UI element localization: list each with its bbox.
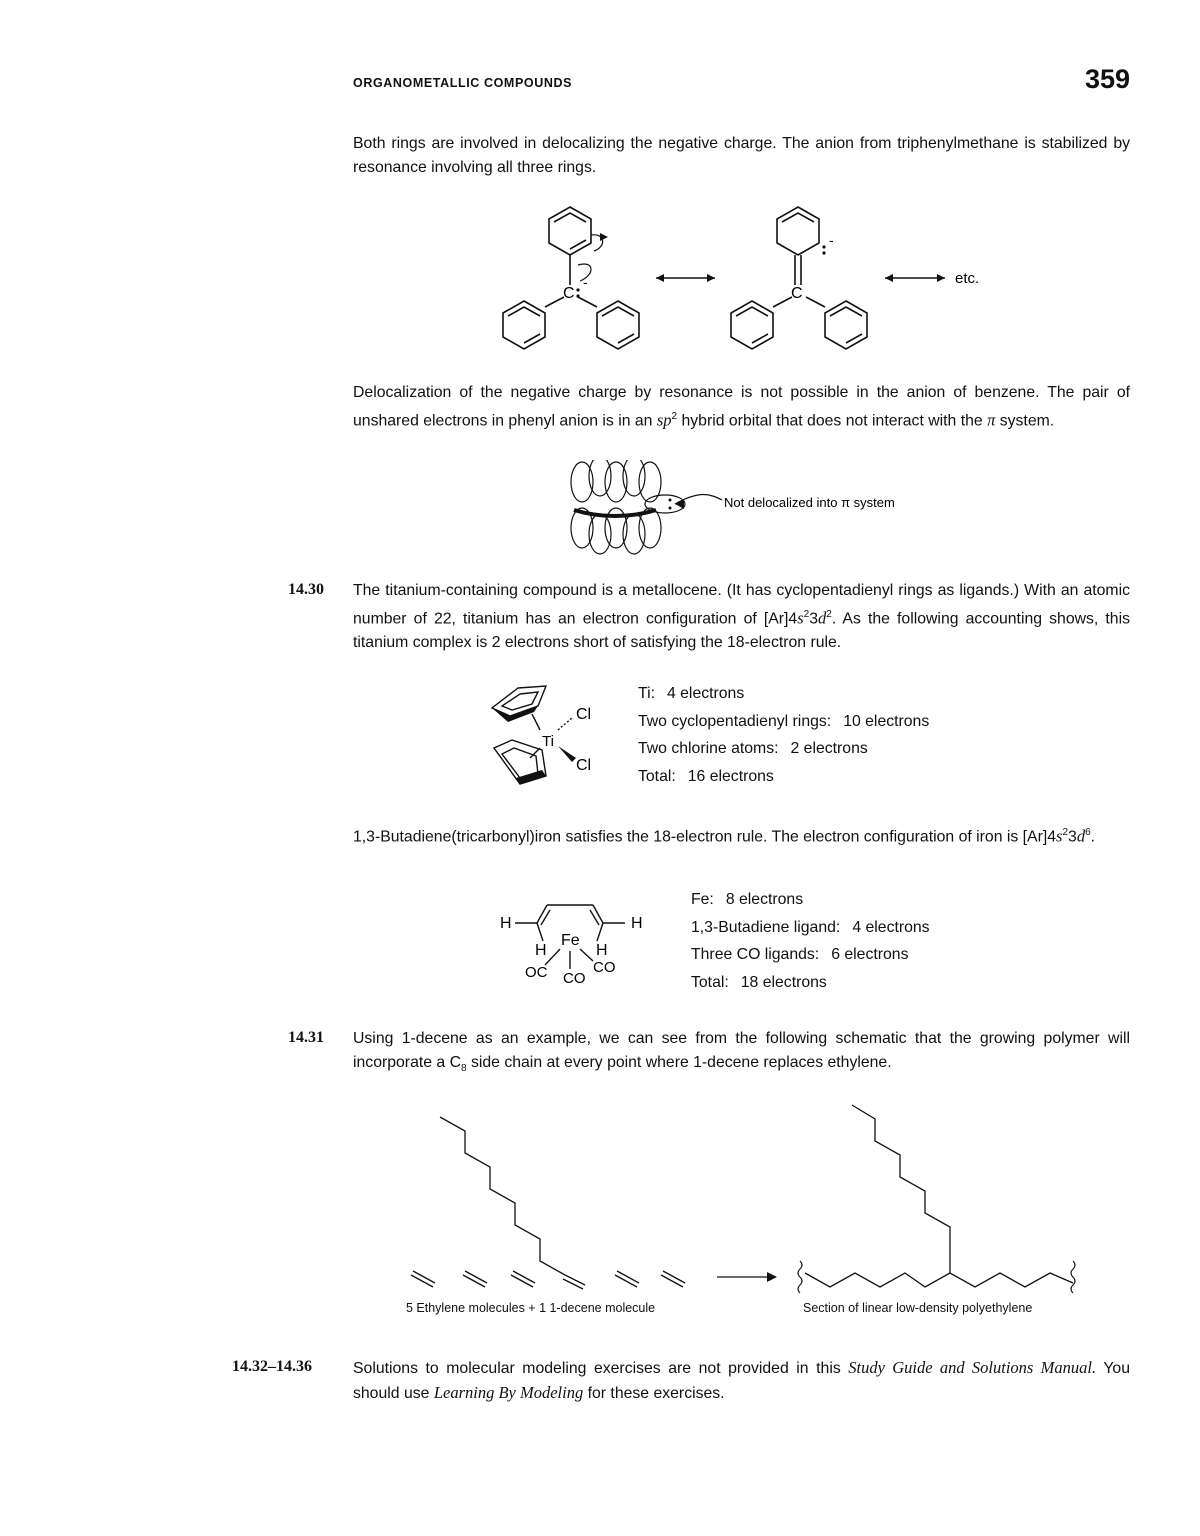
phenyl-anion-orbital-diagram bbox=[560, 460, 960, 555]
problem-number: 14.32–14.36 bbox=[232, 1358, 312, 1375]
carbonyl-ligand-label: CO bbox=[563, 970, 586, 987]
count-row: Two cyclopentadienyl rings: 10 electrons bbox=[638, 712, 930, 730]
hydrogen-atom-label: H bbox=[500, 915, 512, 932]
titanium-atom-label: Ti bbox=[542, 733, 554, 750]
chlorine-atom-label: Cl bbox=[576, 757, 592, 774]
problem-14-31-text: Using 1-decene as an example, we can see from the following schematic that the growing polymer will incorporate a $C_8$ side chain at every point where 1-decene replaces ethylene. bbox=[353, 1030, 1130, 1075]
sp2-lone-pair-dot bbox=[669, 499, 672, 502]
central-carbon-label: C bbox=[791, 285, 803, 302]
orbital-callout-label: Not delocalized into π system bbox=[724, 495, 895, 510]
central-carbanion-label: C bbox=[563, 285, 575, 302]
caption-reactants: 5 Ethylene molecules + 1 1-decene molecule bbox=[406, 1301, 656, 1315]
iron-electron-count bbox=[691, 886, 930, 996]
hydrogen-atom-label: H bbox=[596, 942, 608, 959]
count-row: Total: 16 electrons bbox=[638, 767, 774, 785]
problem-14-30-text: The titanium-containing compound is a metallocene. (It has cyclopentadienyl rings as ligands.) With an atomic number of 22, titanium has an electron configuration of $[Ar]4s^23d^2$. As the following accounting shows, this titanium complex is 2 electrons short of satisfying the 18-electron rule. bbox=[353, 582, 1130, 652]
resonance-etc-label: etc. bbox=[955, 270, 980, 287]
carbonyl-ligand-label: CO bbox=[593, 959, 616, 976]
sp2-lone-pair-dot bbox=[669, 507, 672, 510]
paragraph-anion-resonance: Both rings are involved in delocalizing the negative charge. The anion from triphenylmethane is stabilized by resonance involving all three rings. bbox=[353, 135, 1130, 176]
ring-negative-charge: - bbox=[829, 232, 834, 248]
caption-product: Section of linear low-density polyethylene bbox=[803, 1301, 1033, 1315]
triphenylmethyl-resonance-diagram bbox=[480, 195, 1040, 355]
chlorine-atom-label: Cl bbox=[576, 706, 592, 723]
count-row: Ti: 4 electrons bbox=[638, 685, 745, 702]
butadiene-tricarbonyl-iron-structure bbox=[495, 895, 665, 990]
problem-number: 14.31 bbox=[288, 1029, 324, 1046]
running-head: ORGANOMETALLIC COMPOUNDS bbox=[353, 76, 573, 90]
problem-number: 14.30 bbox=[288, 581, 324, 598]
carbanion-lone-pair-dot bbox=[576, 288, 579, 291]
count-row: 1,3-Butadiene ligand: 4 electrons bbox=[691, 918, 930, 936]
count-row: Fe: 8 electrons bbox=[691, 891, 804, 908]
titanium-electron-count bbox=[638, 680, 929, 790]
count-row: Two chlorine atoms: 2 electrons bbox=[638, 740, 868, 757]
titanocene-dichloride-structure bbox=[480, 678, 620, 793]
ring-lone-pair-dot bbox=[822, 251, 825, 254]
polymerization-scheme bbox=[395, 1095, 1095, 1295]
carbanion-lone-pair-dot bbox=[576, 294, 579, 297]
iron-complex-text: 1,3-Butadiene(tricarbonyl)iron satisfies the 18-electron rule. The electron configuration of iron is $[Ar]4s^23d^6$. bbox=[353, 826, 1096, 846]
count-row: Three CO ligands: 6 electrons bbox=[691, 946, 909, 963]
page-number: 359 bbox=[1084, 64, 1130, 94]
carbonyl-ligand-label: OC bbox=[525, 964, 548, 981]
hydrogen-atom-label: H bbox=[631, 915, 643, 932]
iron-atom-label: Fe bbox=[561, 932, 580, 949]
negative-charge-sign: - bbox=[583, 274, 588, 290]
ring-lone-pair-dot bbox=[822, 245, 825, 248]
count-row: Total: 18 electrons bbox=[691, 973, 827, 991]
hydrogen-atom-label: H bbox=[535, 942, 547, 959]
problem-14-32-text: Solutions to molecular modeling exercises are not provided in this Study Guide and Solutions Manual. You should use Learning By Modeling for these exercises. bbox=[353, 1358, 1131, 1402]
paragraph-phenyl-anion: Delocalization of the negative charge by resonance is not possible in the anion of benzene. The pair of unshared electrons in phenyl anion is in an $sp^2$ hybrid orbital that does not interact with the π system. bbox=[353, 384, 1130, 430]
